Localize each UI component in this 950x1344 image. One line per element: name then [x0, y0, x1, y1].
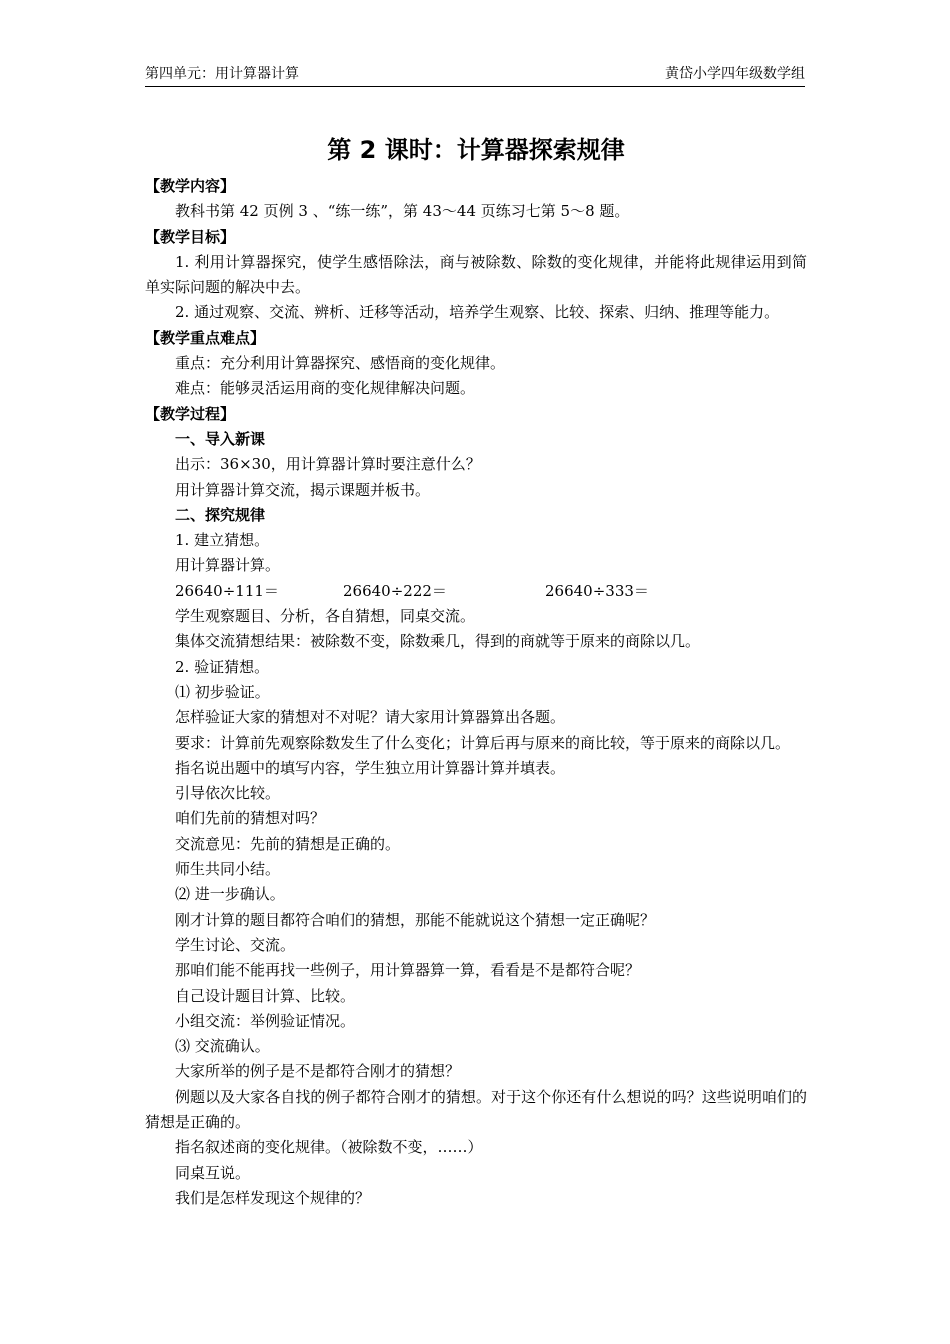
section-heading-goals: 【教学目标】 [145, 227, 236, 246]
paragraph: 例题以及大家各自找的例子都符合刚才的猜想。对于这个你还有什么想说的吗？这些说明咱们的猜想是正确的。 [145, 1087, 807, 1131]
goal-1: 1. 利用计算器探究，使学生感悟除法，商与被除数、除数的变化规律，并能将此规律运用到简单实际问题的解决中去。 [145, 252, 807, 297]
paragraph: 出示：36×30，用计算器计算时要注意什么？ [175, 455, 481, 474]
paragraph: 那咱们能不能再找一些例子，用计算器算一算，看看是不是都符合呢？ [175, 961, 641, 980]
calculation-3: 26640÷333＝ [545, 581, 649, 600]
paragraph: 交流意见：先前的猜想是正确的。 [175, 834, 401, 853]
paragraph: 同桌互说。 [175, 1163, 251, 1182]
section-heading-focus: 【教学重点难点】 [145, 328, 266, 347]
calculation-row [145, 579, 807, 604]
process-part1-title: 一、导入新课 [175, 429, 266, 448]
paragraph: 怎样验证大家的猜想对不对呢？请大家用计算器算出各题。 [175, 708, 566, 727]
substep-heading: ⑴ 初步验证。 [175, 682, 270, 701]
paragraph: 咱们先前的猜想对吗？ [175, 809, 326, 828]
page-header [145, 64, 805, 87]
focus-difficult: 难点：能够灵活运用商的变化规律解决问题。 [175, 379, 476, 398]
paragraph: 刚才计算的题目都符合咱们的猜想，那能不能就说这个猜想一定正确呢？ [175, 910, 656, 929]
calculation-2: 26640÷222＝ [343, 581, 447, 600]
section-heading-process: 【教学过程】 [145, 404, 236, 423]
paragraph: 我们是怎样发现这个规律的？ [175, 1188, 371, 1207]
paragraph: 要求：计算前先观察除数发生了什么变化；计算后再与原来的商比较，等于原来的商除以几。 [175, 733, 791, 752]
paragraph: 师生共同小结。 [175, 860, 281, 879]
paragraph: 自己设计题目计算、比较。 [175, 986, 356, 1005]
page-title: 第 2 课时：计算器探索规律 [327, 136, 625, 164]
paragraph: 用计算器计算交流，揭示课题并板书。 [175, 480, 431, 499]
goal-2: 2. 通过观察、交流、辨析、迁移等活动，培养学生观察、比较、探索、归纳、推理等能力。 [175, 303, 780, 322]
paragraph: 学生讨论、交流。 [175, 935, 296, 954]
header-unit: 第四单元：用计算器计算 [145, 66, 299, 82]
paragraph: 集体交流猜想结果：被除数不变，除数乘几，得到的商就等于原来的商除以几。 [175, 632, 701, 651]
substep-heading: ⑵ 进一步确认。 [175, 885, 285, 904]
paragraph: 引导依次比较。 [175, 784, 281, 803]
paragraph: 用计算器计算。 [175, 556, 281, 575]
content-text: 教科书第 42 页例 3 、“练一练”，第 43～44 页练习七第 5～8 题。 [175, 202, 630, 221]
process-part2-title: 二、探究规律 [175, 505, 266, 524]
section-heading-content: 【教学内容】 [145, 177, 236, 195]
calculation-1: 26640÷111＝ [175, 581, 279, 600]
step-heading: 1. 建立猜想。 [175, 531, 270, 550]
paragraph: 指名说出题中的填写内容，学生独立用计算器计算并填表。 [175, 758, 566, 777]
paragraph: 学生观察题目、分析，各自猜想，同桌交流。 [175, 607, 476, 626]
paragraph: 大家所举的例子是不是都符合刚才的猜想？ [175, 1062, 461, 1081]
step-heading: 2. 验证猜想。 [175, 657, 270, 676]
document-body [145, 130, 807, 1211]
paragraph: 指名叙述商的变化规律。（被除数不变，……） [175, 1138, 483, 1157]
focus-key: 重点：充分利用计算器探究、感悟商的变化规律。 [175, 354, 506, 373]
substep-heading: ⑶ 交流确认。 [175, 1037, 270, 1056]
paragraph: 小组交流：举例验证情况。 [175, 1011, 356, 1030]
header-school: 黄岱小学四年级数学组 [665, 66, 805, 82]
